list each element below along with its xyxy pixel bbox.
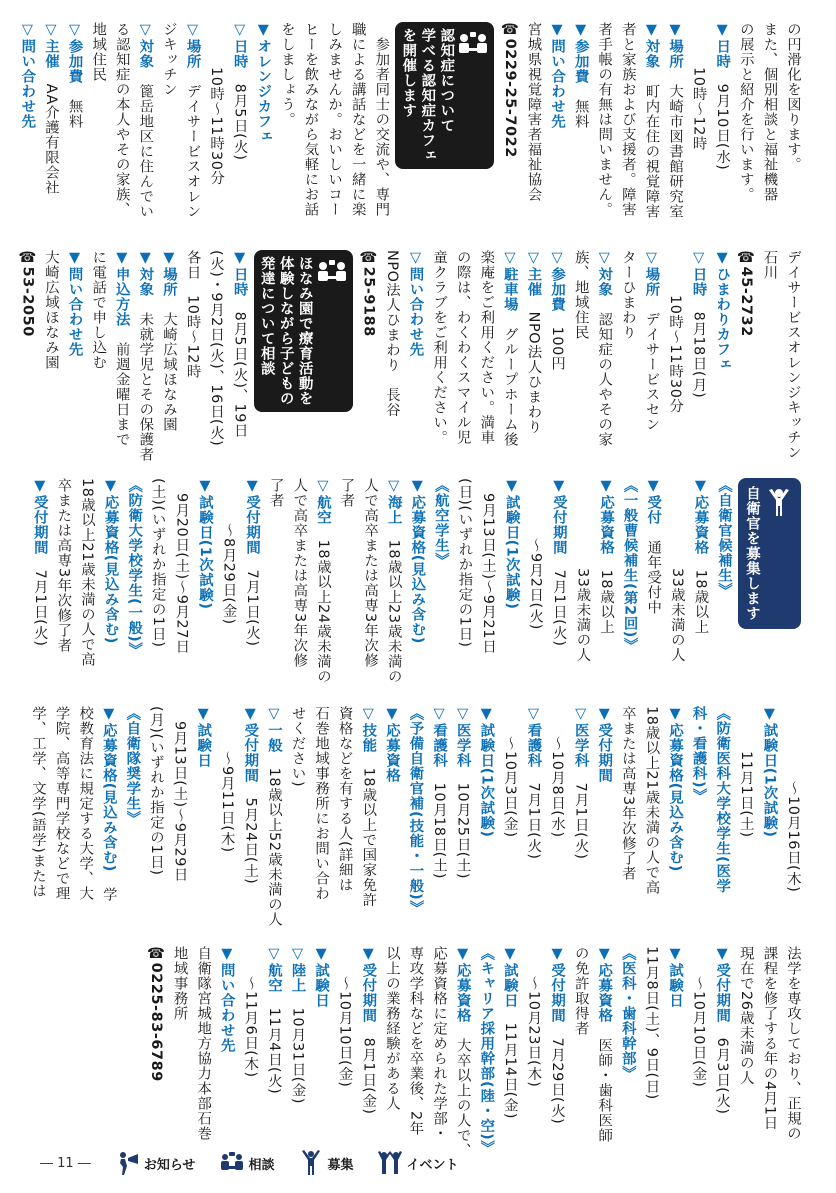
- category-title: 《自衛官候補生》: [716, 478, 732, 598]
- legend-label: 相談: [248, 1157, 275, 1173]
- contact-label: ▼問い合わせ先: [66, 250, 83, 357]
- info-line: ▽陸上 10月31日(金): [289, 946, 306, 1105]
- text-line: せください): [289, 706, 306, 788]
- text-line: ジキッチン: [160, 22, 177, 97]
- text-line: 課程を修了する年の4月1日: [761, 946, 778, 1131]
- host-label: ▽主催: [42, 22, 59, 69]
- info-line: [662, 22, 686, 220]
- text-line: る認知症の本人やその家族、: [113, 22, 130, 217]
- category-title: 《キャリア採用幹部(陸・空)》: [478, 946, 495, 1156]
- event-people-icon: [377, 1150, 403, 1176]
- column-band-5: [36, 946, 804, 1158]
- info-line: ▼受付期間 7月1日(火): [244, 478, 261, 647]
- text-line: ヒーを飲みながら気軽にお話: [302, 22, 319, 217]
- date-value: 9月10日(水): [714, 83, 731, 171]
- contact-label: ▽問い合わせ先: [19, 22, 36, 129]
- text-line: ターひまわり: [619, 250, 636, 340]
- category-title: 《防衛大学校学生(一般)》: [126, 478, 143, 658]
- phone-number: ☎45-2732: [737, 250, 754, 337]
- text-line: 応募資格に定められた学部・: [431, 946, 448, 1141]
- info-line: ▽対象 篦岳地区に住んでい: [137, 22, 154, 219]
- text-line: しみませんか。おいしいコー: [326, 22, 343, 217]
- text-line: 者手帳の有無は問いません。: [596, 22, 613, 217]
- text-line: 33歳未満の人: [574, 568, 591, 663]
- heading-line: ほなみ園で療育活動を: [296, 256, 313, 406]
- exam-label: ▼試験日: [195, 706, 212, 768]
- page-number: ― 11 ―: [40, 1155, 91, 1171]
- text-line: 地域住民: [90, 22, 107, 82]
- text-line: 以上の業務経験がある人: [383, 946, 400, 1111]
- text-line: 童クラブをご利用ください。: [431, 250, 448, 445]
- target-label: ▼対象: [643, 22, 660, 69]
- info-line: ▽参加費 100円: [549, 250, 566, 371]
- text-line: 者と家族および支援者。障害: [619, 22, 636, 217]
- contact-label: ▽問い合わせ先: [407, 250, 424, 357]
- info-line: ▽参加費 無料: [66, 22, 83, 129]
- date-label: ▽日時: [690, 250, 707, 297]
- contact-value: NPO法人ひまわり 長谷: [383, 250, 400, 418]
- info-line: ▽看護科 10月18日(土): [431, 706, 448, 880]
- text-line: 人で高卒または高専3年次修: [362, 478, 379, 668]
- target-label: ▼対象: [137, 250, 154, 297]
- place-value: 大崎市図書館研究室: [667, 83, 684, 219]
- legend-label: 募集: [327, 1157, 354, 1173]
- phone-number: ☎25-9188: [360, 250, 377, 337]
- info-line: ▼応募資格 18歳以上: [598, 478, 615, 635]
- consultation-icon: [219, 1150, 245, 1176]
- column-band-3: [31, 478, 804, 684]
- text-line: 11月8日(土)、9日(日): [643, 946, 660, 1100]
- text-line: の際は、わくわくスマイル児: [454, 250, 471, 445]
- info-line: ▽技能 18歳以上で国家免許: [360, 706, 377, 908]
- text-line: (日)(いずれか指定の1日): [456, 478, 473, 648]
- parking-label: ▽駐車場: [501, 250, 518, 312]
- info-line: ▽主催 AA介護有限会社: [42, 22, 59, 195]
- text-line: の円滑化を図ります。: [785, 22, 801, 172]
- category-title: 科・看護科)》: [690, 706, 707, 804]
- place-label: ▽場所: [643, 250, 660, 297]
- text-line: 9月13日(土)～9月29日: [171, 721, 188, 882]
- text-line: に電話で申し込む: [90, 250, 107, 370]
- text-line: 学、工学、文学(語学)または: [30, 706, 46, 899]
- text-line: 卒または高専3年次修了者: [55, 478, 72, 653]
- date-label: ▼日時: [231, 250, 248, 297]
- info-line: ▼応募資格 18歳以上: [692, 478, 709, 635]
- category-title: 《一般曹候補生(第2回)》: [621, 478, 638, 653]
- info-line: ▼対象 未就学児とその保護者: [137, 250, 154, 462]
- text-line: 校教育法に規定する大学、大: [77, 706, 94, 901]
- heading-line: 自衛官を募集します: [744, 486, 760, 621]
- honami-heading: [254, 250, 353, 412]
- text-line: をしましょう。: [278, 22, 295, 127]
- text-line: 石巻地域事務所にお問い合わ: [313, 706, 330, 901]
- text-line: 楽庵をご利用ください。満車: [478, 250, 495, 445]
- info-line: ▼応募資格 医師・歯科医師: [596, 946, 613, 1143]
- qualification-label: ▼応募資格(見込み含む): [102, 478, 119, 644]
- text-line: ～10月16日(木): [785, 781, 801, 893]
- text-line: 18歳以上21歳未満の人で高: [78, 478, 95, 668]
- text-line: ～10月23日(木): [525, 976, 542, 1088]
- text-line: 石川: [761, 250, 778, 280]
- target-label: ▽対象: [596, 250, 613, 297]
- text-line: ～10月8日(水): [549, 736, 566, 838]
- info-line: ▽海上 18歳以上23歳未満の: [385, 478, 402, 684]
- text-line: 10時～11時30分: [667, 295, 684, 414]
- place-label: ▽場所: [184, 22, 201, 69]
- contact-value: 自衛隊宮城地方協力本部石巻: [195, 946, 212, 1141]
- contact-value: 大崎広域ほなみ園: [42, 250, 59, 370]
- host-label: ▽主催: [525, 250, 542, 297]
- info-line: ▽対象 認知症の人やその家: [596, 250, 613, 447]
- info-line: ▼申込方法 前週金曜日まで: [113, 250, 130, 447]
- date-label: ▼日時: [714, 22, 731, 69]
- legend-event: [377, 1150, 458, 1176]
- text-line: また、個別相談と福祉機器: [761, 22, 778, 202]
- info-line: [227, 22, 251, 220]
- text-line: 卒または高専3年次修了者: [619, 706, 636, 881]
- text-line: 専攻学科などを卒業後、2年: [407, 946, 424, 1136]
- category-title: 《航空学生》: [432, 478, 449, 568]
- text-line: (火)・9月2日(火)、16日(火): [208, 250, 225, 447]
- qualification-label: ▼応募資格(見込み含む): [409, 478, 426, 644]
- fee-label: ▽参加費: [66, 22, 83, 84]
- text-line: 学院、高等専門学校などで理: [53, 706, 70, 901]
- category-title: 《予備自衛官補(技能・一般)》: [407, 706, 424, 916]
- info-line: ▽日時 8月18日(月): [690, 250, 707, 399]
- exam-label: ▼試験日: [667, 946, 684, 1008]
- qualification-label: ▼応募資格: [383, 706, 400, 783]
- text-line: ～10月3日(金): [501, 736, 518, 838]
- info-line: ▼受付期間 7月29日(火): [549, 946, 566, 1125]
- exam-label: ▼試験日(1次試験): [478, 706, 495, 838]
- consultation-icon: [455, 30, 491, 60]
- info-line: ▽主催 NPO法人ひまわり: [525, 250, 542, 435]
- text-line: 18歳以上21歳未満の人で高: [643, 706, 660, 896]
- text-line: 参加者同士の交流や、専門: [373, 37, 390, 217]
- text-line: デイサービスオレンジキッチン: [785, 250, 801, 460]
- info-line: ▼受付期間 7月1日(火): [31, 478, 48, 647]
- fee-label: ▼参加費: [572, 22, 589, 84]
- info-line: ▼日時 8月5日(火)、19日: [231, 250, 248, 439]
- info-line: ▼受付 通年受付中: [645, 478, 662, 615]
- fee-label: ▽参加費: [549, 250, 566, 312]
- text-line: ～9月11日(木): [218, 751, 235, 853]
- text-line: 各日 10時～12時: [184, 250, 201, 380]
- text-line: 族、地域住民: [572, 250, 589, 340]
- legend-recruit: [298, 1150, 353, 1176]
- place-label: ▼場所: [667, 22, 684, 69]
- info-line: ▽看護科 7月1日(火): [525, 706, 542, 860]
- consultation-icon: [314, 258, 350, 288]
- phone-number: ☎53-2050: [19, 250, 36, 337]
- contact-value: 宮城県視覚障害者福祉協会: [525, 22, 542, 202]
- text-line: 現在で26歳未満の人: [737, 946, 754, 1086]
- info-line: ▼受付期間 8月1日(金): [360, 946, 377, 1115]
- apply-label: ▼申込方法: [113, 250, 130, 327]
- period-label: ▼受付期間: [596, 706, 613, 783]
- column-band-1: [19, 22, 804, 220]
- info-line: ▼応募資格 大卒以上の人で、: [454, 946, 471, 1158]
- category-title: 《自衛隊奨学生》: [124, 706, 141, 826]
- target-value: 町内在住の視覚障害: [643, 83, 660, 219]
- heading-line: 体験しながら子どもの: [277, 256, 294, 406]
- text-line: 法学を専攻しており、正規の: [785, 946, 801, 1141]
- exam-label: ▼試験日: [313, 946, 330, 1008]
- exam-label: ▼試験日(1次試験): [503, 478, 520, 610]
- text-line: ～8月29日(金): [220, 523, 237, 625]
- text-line: 33歳未満の人: [668, 568, 685, 663]
- time-value: 10時～12時: [690, 67, 707, 152]
- contact-label: ▼問い合わせ先: [549, 22, 566, 129]
- info-line: ▽航空 18歳以上24歳未満の: [314, 478, 331, 684]
- phone-number: ☎0225-83-6789: [147, 946, 164, 1082]
- text-line: 9月13日(土)～9月21日: [480, 493, 497, 654]
- text-line: (土)(いずれか指定の1日): [149, 478, 166, 648]
- text-line: 了者: [338, 478, 355, 508]
- heading-line: 発達について相談: [258, 256, 275, 376]
- recruit-person-icon: [761, 488, 797, 518]
- recruit-person-icon: [298, 1150, 324, 1176]
- info-line: ▼受付期間 7月1日(火): [550, 478, 567, 647]
- info-line: ▽医学科 10月25日(土): [454, 706, 471, 880]
- info-line: ▼受付期間 6月3日(火): [714, 946, 731, 1115]
- text-line: 職による講話などを一緒に楽: [349, 22, 366, 217]
- text-line: 資格などを有する人(詳細は: [336, 706, 353, 893]
- text-line: 10時～11時30分: [208, 67, 225, 186]
- fee-value: 無料: [572, 98, 589, 129]
- contact-label: ▼問い合わせ先: [218, 946, 235, 1053]
- info-line: ▼場所 大崎広域ほなみ園: [160, 250, 177, 432]
- info-line: [710, 22, 734, 220]
- text-line: 了者: [267, 478, 284, 508]
- heading-line: 学べる認知症カフェ: [419, 28, 436, 163]
- date-value: 8月5日(火): [231, 83, 248, 161]
- info-line: ▼応募資格(見込み含む) 学: [100, 706, 117, 902]
- orange-cafe-title: ▼オレンジカフェ: [255, 22, 272, 144]
- info-line: ▽一般 18歳以上52歳未満の人: [265, 706, 282, 927]
- text-line: (月)(いずれか指定の1日): [147, 706, 164, 876]
- column-band-4: [30, 706, 804, 927]
- text-line: ～11月6日(木): [242, 976, 259, 1078]
- text-line: ～10月10日(金): [690, 976, 707, 1088]
- text-line: 人で高卒または高専3年次修: [291, 478, 308, 668]
- himawari-cafe-title: ▼ひまわりカフェ: [714, 250, 731, 372]
- info-line: ▽医学科 7月1日(火): [572, 706, 589, 860]
- info-line: ▽航空 11月4日(火): [265, 946, 282, 1095]
- text-line: の展示と紹介を行います。: [737, 22, 754, 202]
- info-line: [568, 22, 592, 220]
- info-line: ▼試験日 11月14日(金): [501, 946, 518, 1120]
- category-title: 《医科・歯科幹部》: [619, 946, 636, 1081]
- place-label: ▼場所: [160, 250, 177, 297]
- column-band-2: [19, 250, 804, 462]
- footer-legend: [40, 1147, 472, 1179]
- text-line: ～9月2日(火): [527, 538, 544, 630]
- qualification-label: ▼応募資格(見込み含む): [667, 706, 684, 872]
- legend-consultation: [219, 1150, 274, 1176]
- megaphone-icon: [115, 1150, 141, 1176]
- text-line: 11月1日(土): [737, 751, 754, 838]
- text-line: 9月20日(土)～9月27日: [173, 493, 190, 654]
- date-label: ▽日時: [231, 22, 248, 69]
- text-line: の免許取得者: [572, 946, 589, 1036]
- exam-label: ▼試験日(1次試験): [196, 478, 213, 610]
- sdf-recruit-heading: [738, 478, 801, 629]
- category-title: 《防衛医科大学校学生(医学: [714, 706, 731, 894]
- legend-announcement: [115, 1150, 196, 1176]
- info-line: ▼受付期間 5月24日(土): [242, 706, 259, 885]
- info-line: [639, 22, 663, 220]
- heading-line: 認知症について: [438, 28, 455, 133]
- exam-label: ▼試験日(1次試験): [761, 706, 778, 838]
- target-label: ▽対象: [137, 22, 154, 69]
- legend-label: お知らせ: [143, 1157, 196, 1173]
- text-line: ～10月10日(金): [336, 976, 353, 1088]
- text-line: [686, 22, 710, 220]
- phone-number: ☎0229-25-7022: [501, 22, 518, 158]
- info-line: ▽駐車場 グループホーム後: [501, 250, 518, 447]
- dementia-cafe-heading: [395, 22, 494, 169]
- heading-line: を開催します: [400, 28, 417, 118]
- contact-value: 地域事務所: [171, 946, 188, 1021]
- info-line: ▽場所 デイサービスオレン: [184, 22, 201, 219]
- legend-label: イベント: [406, 1157, 459, 1173]
- info-line: ▽場所 デイサービスセン: [643, 250, 660, 432]
